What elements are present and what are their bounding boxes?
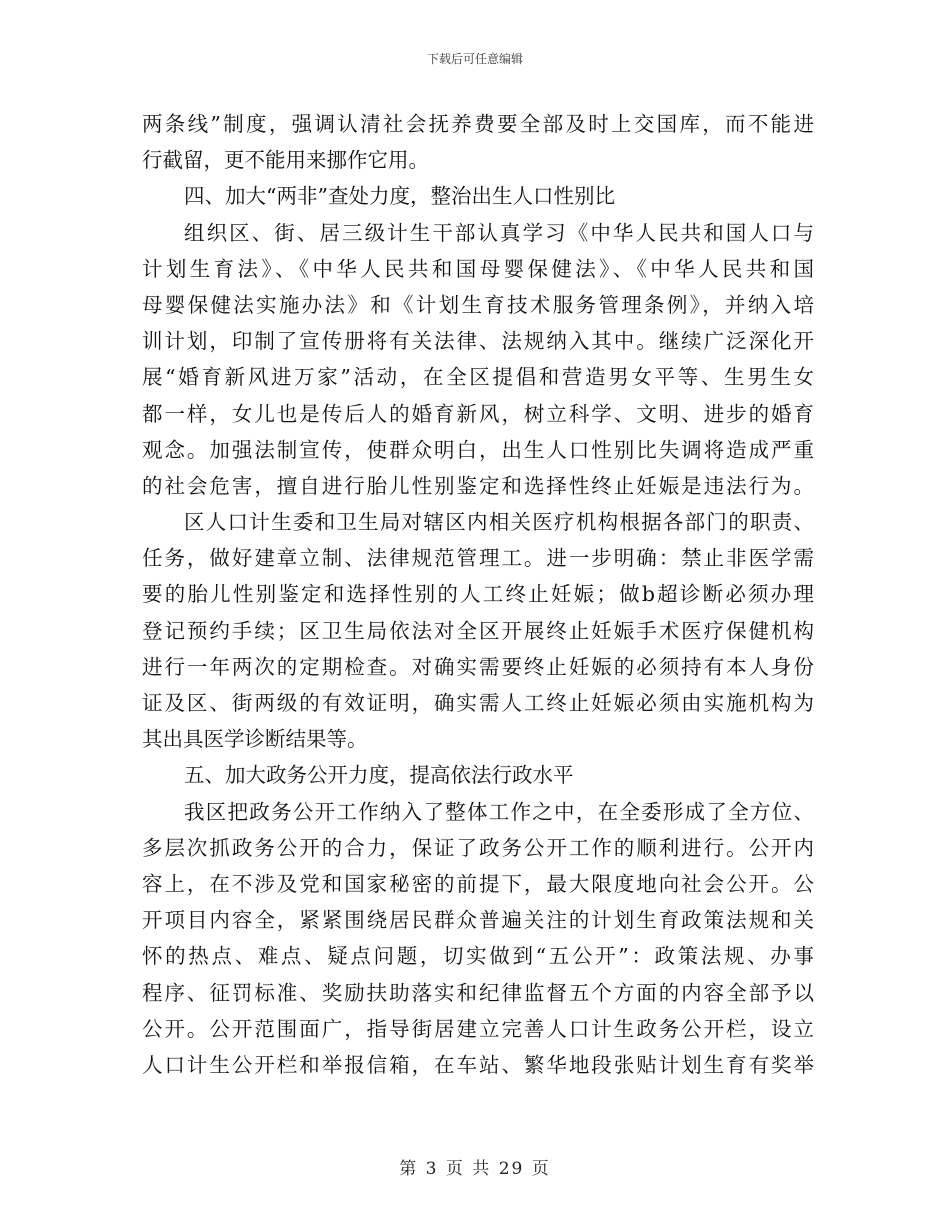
- text-line: 公开。公开范围面广，指导街居建立完善人口计生政务公开栏，设立: [142, 1016, 814, 1041]
- text-line: 要的胎儿性别鉴定和选择性别的人工终止妊娠；做b超诊断必须办理: [142, 582, 814, 607]
- text-line: 怀的热点、难点、疑点问题，切实做到“五公开”：政策法规、办事: [142, 944, 814, 969]
- text-line: 训计划，印制了宣传册将有关法律、法规纳入其中。继续广泛深化开: [142, 329, 814, 354]
- page-number-footer: 第 3 页 共 29 页: [399, 1159, 551, 1179]
- text-line: 两条线”制度，强调认清社会抚养费要全部及时上交国库，而不能进: [142, 112, 814, 136]
- section-heading: 五、加大政务公开力度，提高依法行政水平: [184, 763, 574, 788]
- text-line: 进行一年两次的定期检查。对确实需要终止妊娠的必须持有本人身份: [142, 654, 814, 679]
- document-body: [142, 106, 814, 1083]
- text-line: 开项目内容全，紧紧围绕居民群众普遍关注的计划生育政策法规和关: [142, 908, 814, 933]
- text-line: 组织区、街、居三级计生干部认真学习《中华人民共和国人口与: [184, 220, 814, 245]
- text-line: 程序、征罚标准、奖励扶助落实和纪律监督五个方面的内容全部予以: [142, 980, 814, 1005]
- text-line: 证及区、街两级的有效证明，确实需人工终止妊娠必须由实施机构为: [142, 691, 814, 715]
- text-line: 行截留，更不能用来挪作它用。: [142, 148, 429, 173]
- text-line: 其出具医学诊断结果等。: [142, 727, 368, 752]
- text-line: 登记预约手续；区卫生局依法对全区开展终止妊娠手术医疗保健机构: [142, 618, 814, 643]
- text-line: 任务，做好建章立制、法律规范管理工。进一步明确：禁止非医学需: [142, 546, 814, 571]
- text-line: 容上，在不涉及党和国家秘密的前提下，最大限度地向社会公开。公: [142, 871, 814, 896]
- text-line: 母婴保健法实施办法》和《计划生育技术服务管理条例》，并纳入培: [142, 292, 814, 317]
- text-line: 的社会危害，擅自进行胎儿性别鉴定和选择性终止妊娠是违法行为。: [142, 473, 814, 498]
- text-line: 人口计生公开栏和举报信箱，在车站、繁华地段张贴计划生育有奖举: [142, 1052, 814, 1077]
- text-line: 展“婚育新风进万家”活动，在全区提倡和营造男女平等、生男生女: [142, 365, 814, 390]
- text-line: 区人口计生委和卫生局对辖区内相关医疗机构根据各部门的职责、: [184, 510, 814, 535]
- text-line: 计划生育法》、《中华人民共和国母婴保健法》、《中华人民共和国: [142, 256, 814, 281]
- text-line: 都一样，女儿也是传后人的婚育新风，树立科学、文明、进步的婚育: [142, 401, 814, 426]
- text-line: 观念。加强法制宣传，使群众明白，出生人口性别比失调将造成严重: [142, 437, 814, 462]
- page-header-note: 下载后可任意编辑: [426, 52, 523, 66]
- section-heading: 四、加大“两非”查处力度，整治出生人口性别比: [184, 184, 615, 209]
- text-line: 多层次抓政务公开的合力，保证了政务公开工作的顺利进行。公开内: [142, 835, 814, 860]
- text-line: 我区把政务公开工作纳入了整体工作之中，在全委形成了全方位、: [184, 799, 814, 824]
